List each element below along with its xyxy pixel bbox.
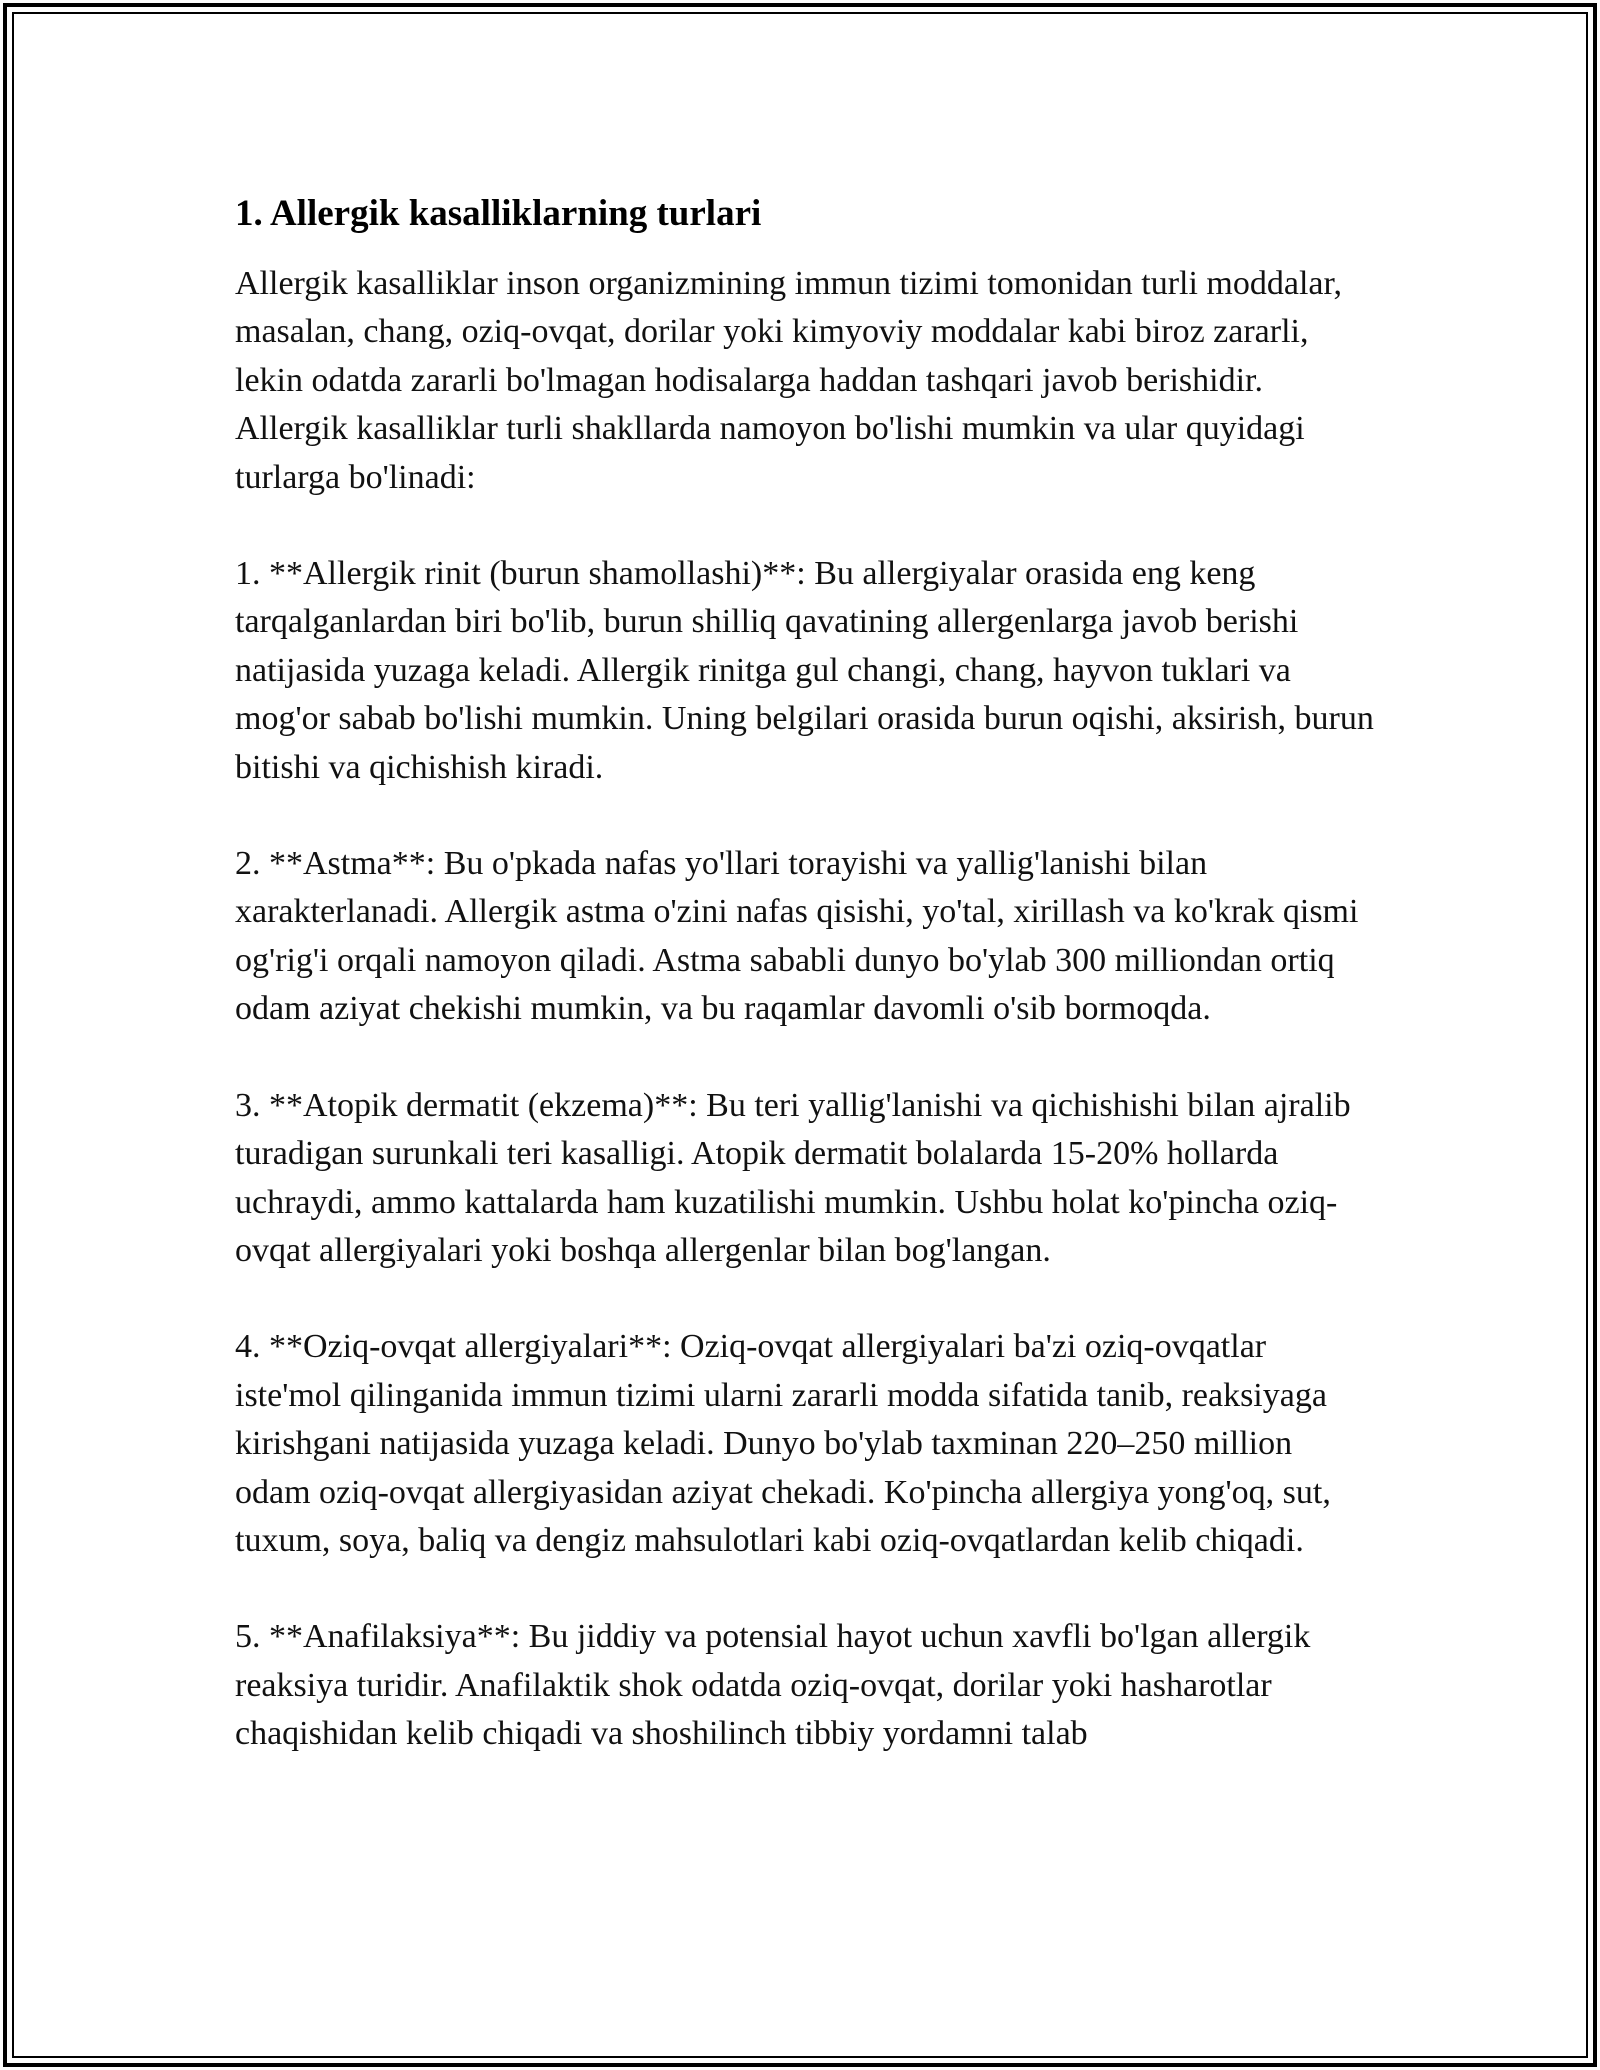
section-heading: 1. Allergik kasalliklarning turlari [235,193,762,234]
paragraph-anaphylaxis: 5. **Anafilaksiya**: Bu jiddiy va potensial hayot uchun xavfli bo'lgan allergik reaksiya turidir. Anafilaktik shok odatda oziq-ovqat, dorilar yoki hasharotlar chaqishidan kelib chiqadi va shoshilinch tibbiy yordamni talab [235,1618,1311,1753]
document-body [235,190,1375,1807]
paragraph-allergic-rhinitis: 1. **Allergik rinit (burun shamollashi)**: Bu allergiyalar orasida eng keng tarqalganlardan biri bo'lib, burun shilliq qavatining allergenlarga javob berishi natijasida yuzaga keladi. Allergik rinitga gul changi, chang, hayvon tuklari va mog'or sabab bo'lishi mumkin. Uning belgilari orasida burun oqishi, aksirish, burun bitishi va qichishish kiradi. [235,555,1374,786]
intro-paragraph: Allergik kasalliklar inson organizmining immun tizimi tomonidan turli moddalar, masalan, chang, oziq-ovqat, dorilar yoki kimyoviy moddalar kabi biroz zararli, lekin odatda zararli bo'lmagan hodisalarga haddan tashqari javob berishidir. Allergik kasalliklar turli shakllarda namoyon bo'lishi mumkin va ular quyidagi turlarga bo'linadi: [235,265,1342,496]
paragraph-atopic-dermatitis: 3. **Atopik dermatit (ekzema)**: Bu teri yallig'lanishi va qichishishi bilan ajralib turadigan surunkali teri kasalligi. Atopik dermatit bolalarda 15-20% hollarda uchraydi, ammo kattalarda ham kuzatilishi mumkin. Ushbu holat ko'pincha oziq-ovqat allergiyalari yoki boshqa allergenlar bilan bog'langan. [235,1086,1351,1269]
paragraph-food-allergies: 4. **Oziq-ovqat allergiyalari**: Oziq-ovqat allergiyalari ba'zi oziq-ovqatlar iste'mol qilinganida immun tizimi ularni zararli modda sifatida tanib, reaksiyaga kirishgani natijasida yuzaga keladi. Dunyo bo'ylab taxminan 220–250 million odam oziq-ovqat allergiyasidan aziyat chekadi. Ko'pincha allergiya yong'oq, sut, tuxum, soya, baliq va dengiz mahsulotlari kabi oziq-ovqatlardan kelib chiqadi. [235,1328,1331,1559]
paragraph-asthma: 2. **Astma**: Bu o'pkada nafas yo'llari torayishi va yallig'lanishi bilan xarakterlanadi. Allergik astma o'zini nafas qisishi, yo'tal, xirillash va ko'krak qismi og'rig'i orqali namoyon qiladi. Astma sababli dunyo bo'ylab 300 milliondan ortiq odam aziyat chekishi mumkin, va bu raqamlar davomli o'sib bormoqda. [235,845,1359,1028]
